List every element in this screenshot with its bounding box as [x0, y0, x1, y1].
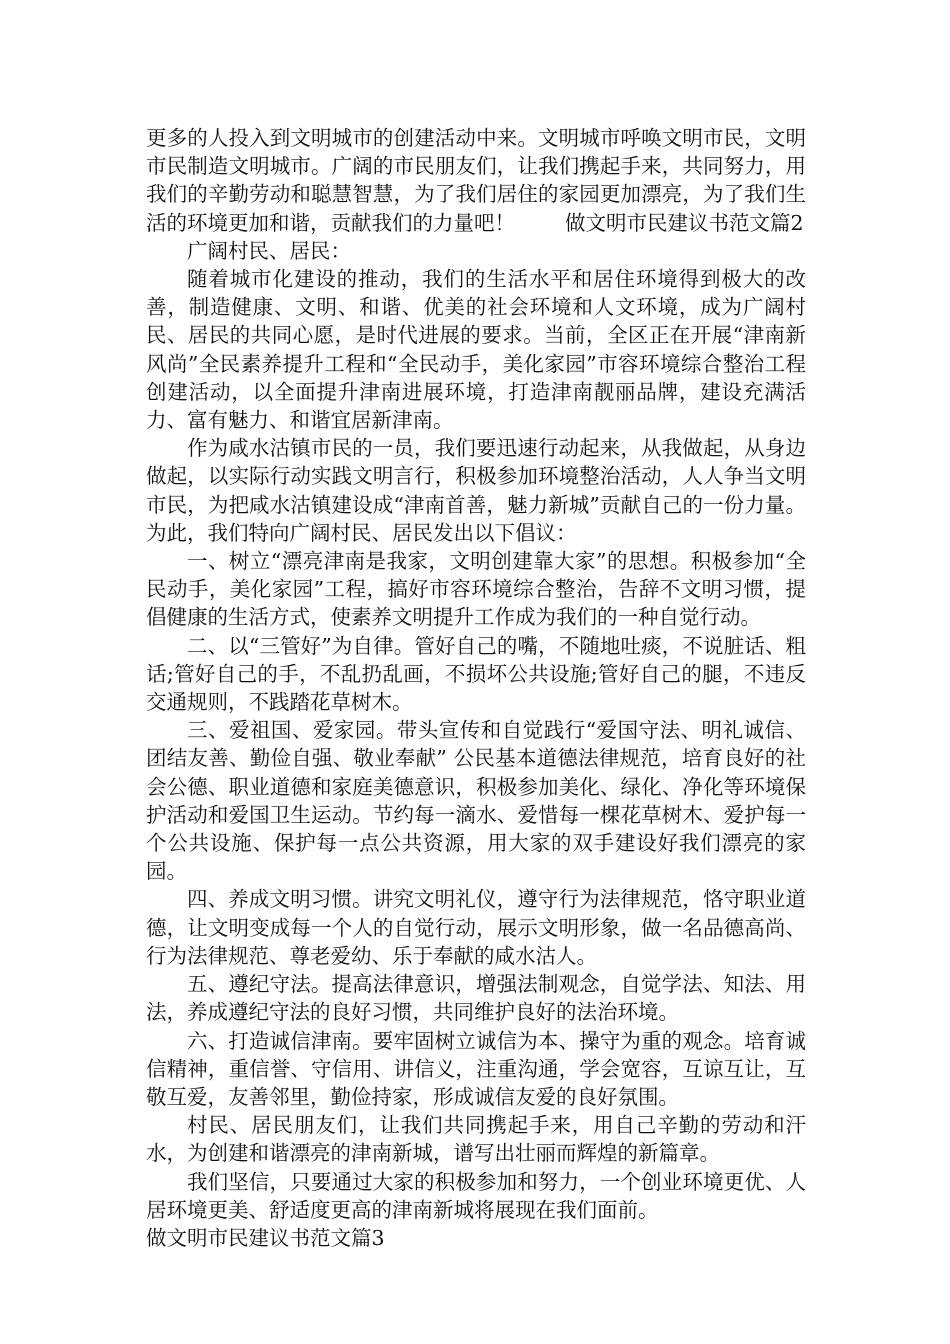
opening-paragraph: [146, 124, 806, 237]
opening-paragraph-text: 更多的人投入到文明城市的创建活动中来。文明城市呼唤文明市民，文明市民制造文明城市。广阔的市民朋友们，让我们携起手来，共同努力，用我们的辛勤劳动和聪慧智慧，为了我们居住的家园更加漂亮，为了我们生活的环境更加和谐，贡献我们的力量吧！: [146, 126, 806, 235]
proposal-item-5: 五、遵纪守法。提高法律意识，增强法制观念，自觉学法、知法、用法，养成遵纪守法的良好习惯，共同维护良好的法治环境。: [146, 972, 806, 1025]
paragraph-closing-appeal: 村民、居民朋友们，让我们共同携起手来，用自己辛勤的劳动和汗水，为创建和谐漂亮的津南新城，谱写出壮丽而辉煌的新篇章。: [146, 1113, 806, 1166]
proposal-item-2: 二、以“三管好”为自律。管好自己的嘴，不随地吐痰，不说脏话、粗话;管好自己的手，不乱扔乱画，不损坏公共设施;管好自己的腿，不违反交通规则，不践踏花草树木。: [146, 633, 806, 715]
paragraph-call-to-action: 作为咸水沽镇市民的一员，我们要迅速行动起来，从我做起，从身边做起，以实际行动实践文明言行，积极参加环境整治活动，人人争当文明市民，为把咸水沽镇建设成“津南首善，魅力新城”贡献自己的一份力量。为此，我们特向广阔村民、居民发出以下倡议：: [146, 436, 806, 545]
proposal-item-3: 三、爱祖国、爱家园。带头宣传和自觉践行“爱国守法、明礼诚信、团结友善、勤俭自强、敬业奉献” 公民基本道德法律规范，培育良好的社会公德、职业道德和家庭美德意识，积极参加美化、绿化、净化等环境保护活动和爱国卫生运动。节约每一滴水、爱惜每一棵花草树木、爱护每一个公共设施、保护每一点公共资源，用大家的双手建设好我们漂亮的家园。: [146, 718, 806, 884]
document-body: [146, 124, 806, 1252]
section-3-heading: 做文明市民建议书范文篇3: [146, 1225, 385, 1250]
proposal-item-1: 一、树立“漂亮津南是我家，文明创建靠大家”的思想。积极参加“全民动手，美化家园”工程，搞好市容环境综合整治，告辞不文明习惯，提倡健康的生活方式，使素养文明提升工作成为我们的一种自觉行动。: [146, 549, 806, 630]
paragraph-urbanization: 随着城市化建设的推动，我们的生活水平和居住环境得到极大的改善，制造健康、文明、和谐、优美的社会环境和人文环境，成为广阔村民、居民的共同心愿，是时代进展的要求。当前，全区正在开展“津南新风尚”全民素养提升工程和“全民动手，美化家园”市容环境综合整治工程创建活动，以全面提升津南进展环境，打造津南靓丽品牌，建设充满活力、富有魅力、和谐宜居新津南。: [146, 267, 806, 433]
proposal-item-4: 四、养成文明习惯。讲究文明礼仪，遵守行为法律规范，恪守职业道德，让文明变成每一个人的自觉行动，展示文明形象，做一名品德高尚、行为法律规范、尊老爱幼、乐于奉献的咸水沽人。: [146, 887, 806, 968]
paragraph-conviction: 我们坚信，只要通过大家的积极参加和努力，一个创业环境更优、人居环境更美、舒适度更高的津南新城将展现在我们面前。: [146, 1169, 806, 1222]
section-2-heading: 做文明市民建议书范文篇2: [565, 210, 804, 235]
salutation: 广阔村民、居民：: [187, 238, 351, 263]
proposal-item-6: 六、打造诚信津南。要牢固树立诚信为本、操守为重的观念。培育诚信精神，重信誉、守信用、讲信义，注重沟通，学会宽容，互谅互让，互敬互爱，友善邻里，勤俭持家，形成诚信友爱的良好氛围。: [146, 1028, 806, 1109]
